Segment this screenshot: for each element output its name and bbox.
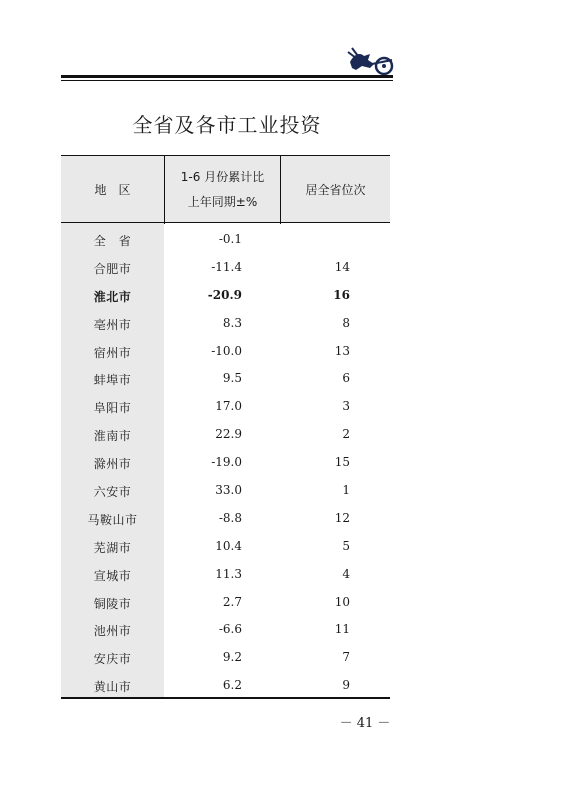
rank-cell: 5 — [342, 538, 350, 553]
growth-cell: 22.9 — [215, 427, 242, 442]
page-title: 全省及各市工业投资 — [132, 113, 322, 137]
table-row — [61, 282, 390, 310]
region-cell: 马鞍山市 — [87, 512, 138, 527]
rank-cell: 8 — [342, 315, 350, 330]
region-cell: 铜陵市 — [93, 596, 132, 611]
header-growth-label-line2: 上年同期±% — [187, 195, 258, 209]
region-cell: 阜阳市 — [93, 401, 132, 416]
table-row — [61, 644, 390, 672]
rank-cell: 6 — [342, 371, 350, 386]
region-cell: 蚌埠市 — [93, 373, 132, 388]
growth-cell: 10.4 — [215, 538, 242, 553]
region-cell: 淮北市 — [93, 289, 132, 304]
header-rule-thick — [61, 75, 393, 78]
region-cell: 全 省 — [93, 234, 132, 248]
rank-cell: 2 — [342, 427, 350, 442]
region-cell: 芜湖市 — [93, 540, 132, 555]
table-row — [61, 310, 390, 338]
growth-cell: 9.5 — [222, 371, 242, 386]
table-row — [61, 226, 390, 254]
growth-cell: -8.8 — [218, 510, 242, 525]
header-growth-label-line1: 1-6 月份累计比 — [180, 170, 265, 184]
table-row — [61, 505, 390, 533]
header-rank-label: 居全省位次 — [305, 182, 366, 197]
header-growth — [165, 156, 280, 224]
table-row — [61, 254, 390, 282]
table-row — [61, 338, 390, 366]
rank-cell: 1 — [342, 483, 350, 498]
rank-cell: 9 — [342, 678, 350, 693]
growth-cell: -0.1 — [218, 232, 242, 246]
growth-cell: -11.4 — [211, 259, 242, 274]
growth-cell: -19.0 — [211, 455, 242, 470]
growth-cell: 17.0 — [215, 399, 242, 414]
growth-cell: 9.2 — [222, 650, 242, 665]
rank-cell: 10 — [334, 594, 350, 609]
rank-cell: 3 — [342, 399, 350, 414]
header-rank — [281, 156, 390, 224]
growth-cell: 6.2 — [222, 678, 242, 693]
table-row — [61, 365, 390, 393]
rank-cell: 16 — [333, 287, 350, 302]
growth-cell: 2.7 — [222, 594, 242, 609]
region-cell: 安庆市 — [93, 652, 132, 667]
region-cell: 黄山市 — [93, 680, 132, 695]
rank-cell: 11 — [334, 622, 350, 637]
table-row — [61, 561, 390, 589]
growth-cell: 11.3 — [215, 566, 242, 581]
table-bottom-rule — [61, 697, 390, 699]
growth-cell: -20.9 — [207, 287, 242, 302]
table-body — [61, 226, 390, 700]
rank-cell: 13 — [334, 343, 350, 358]
table-header — [61, 155, 390, 223]
growth-cell: -6.6 — [218, 622, 242, 637]
table-row — [61, 421, 390, 449]
growth-cell: 33.0 — [215, 483, 242, 498]
table-row — [61, 533, 390, 561]
header-region — [61, 156, 164, 224]
region-cell: 宣城市 — [93, 568, 132, 583]
table-row — [61, 672, 390, 700]
rank-cell: 15 — [334, 455, 350, 470]
region-cell: 滁州市 — [93, 457, 132, 472]
page-number: － 41 － — [339, 716, 391, 731]
table-row — [61, 589, 390, 617]
rank-cell: 14 — [334, 259, 350, 274]
table-row — [61, 477, 390, 505]
region-cell: 宿州市 — [93, 345, 132, 360]
table-row — [61, 616, 390, 644]
region-cell: 淮南市 — [93, 429, 132, 444]
table-row — [61, 449, 390, 477]
region-cell: 亳州市 — [93, 317, 132, 332]
growth-cell: -10.0 — [211, 343, 242, 358]
header-rule-thin — [61, 80, 393, 81]
horse-chariot-logo-icon — [346, 44, 396, 76]
rank-cell: 12 — [334, 510, 350, 525]
region-cell: 六安市 — [93, 485, 132, 500]
table-row — [61, 393, 390, 421]
growth-cell: 8.3 — [222, 315, 242, 330]
rank-cell: 7 — [342, 650, 350, 665]
region-cell: 合肥市 — [93, 261, 132, 276]
region-cell: 池州市 — [93, 624, 132, 639]
header-region-label: 地 区 — [94, 182, 131, 197]
rank-cell: 4 — [342, 566, 350, 581]
